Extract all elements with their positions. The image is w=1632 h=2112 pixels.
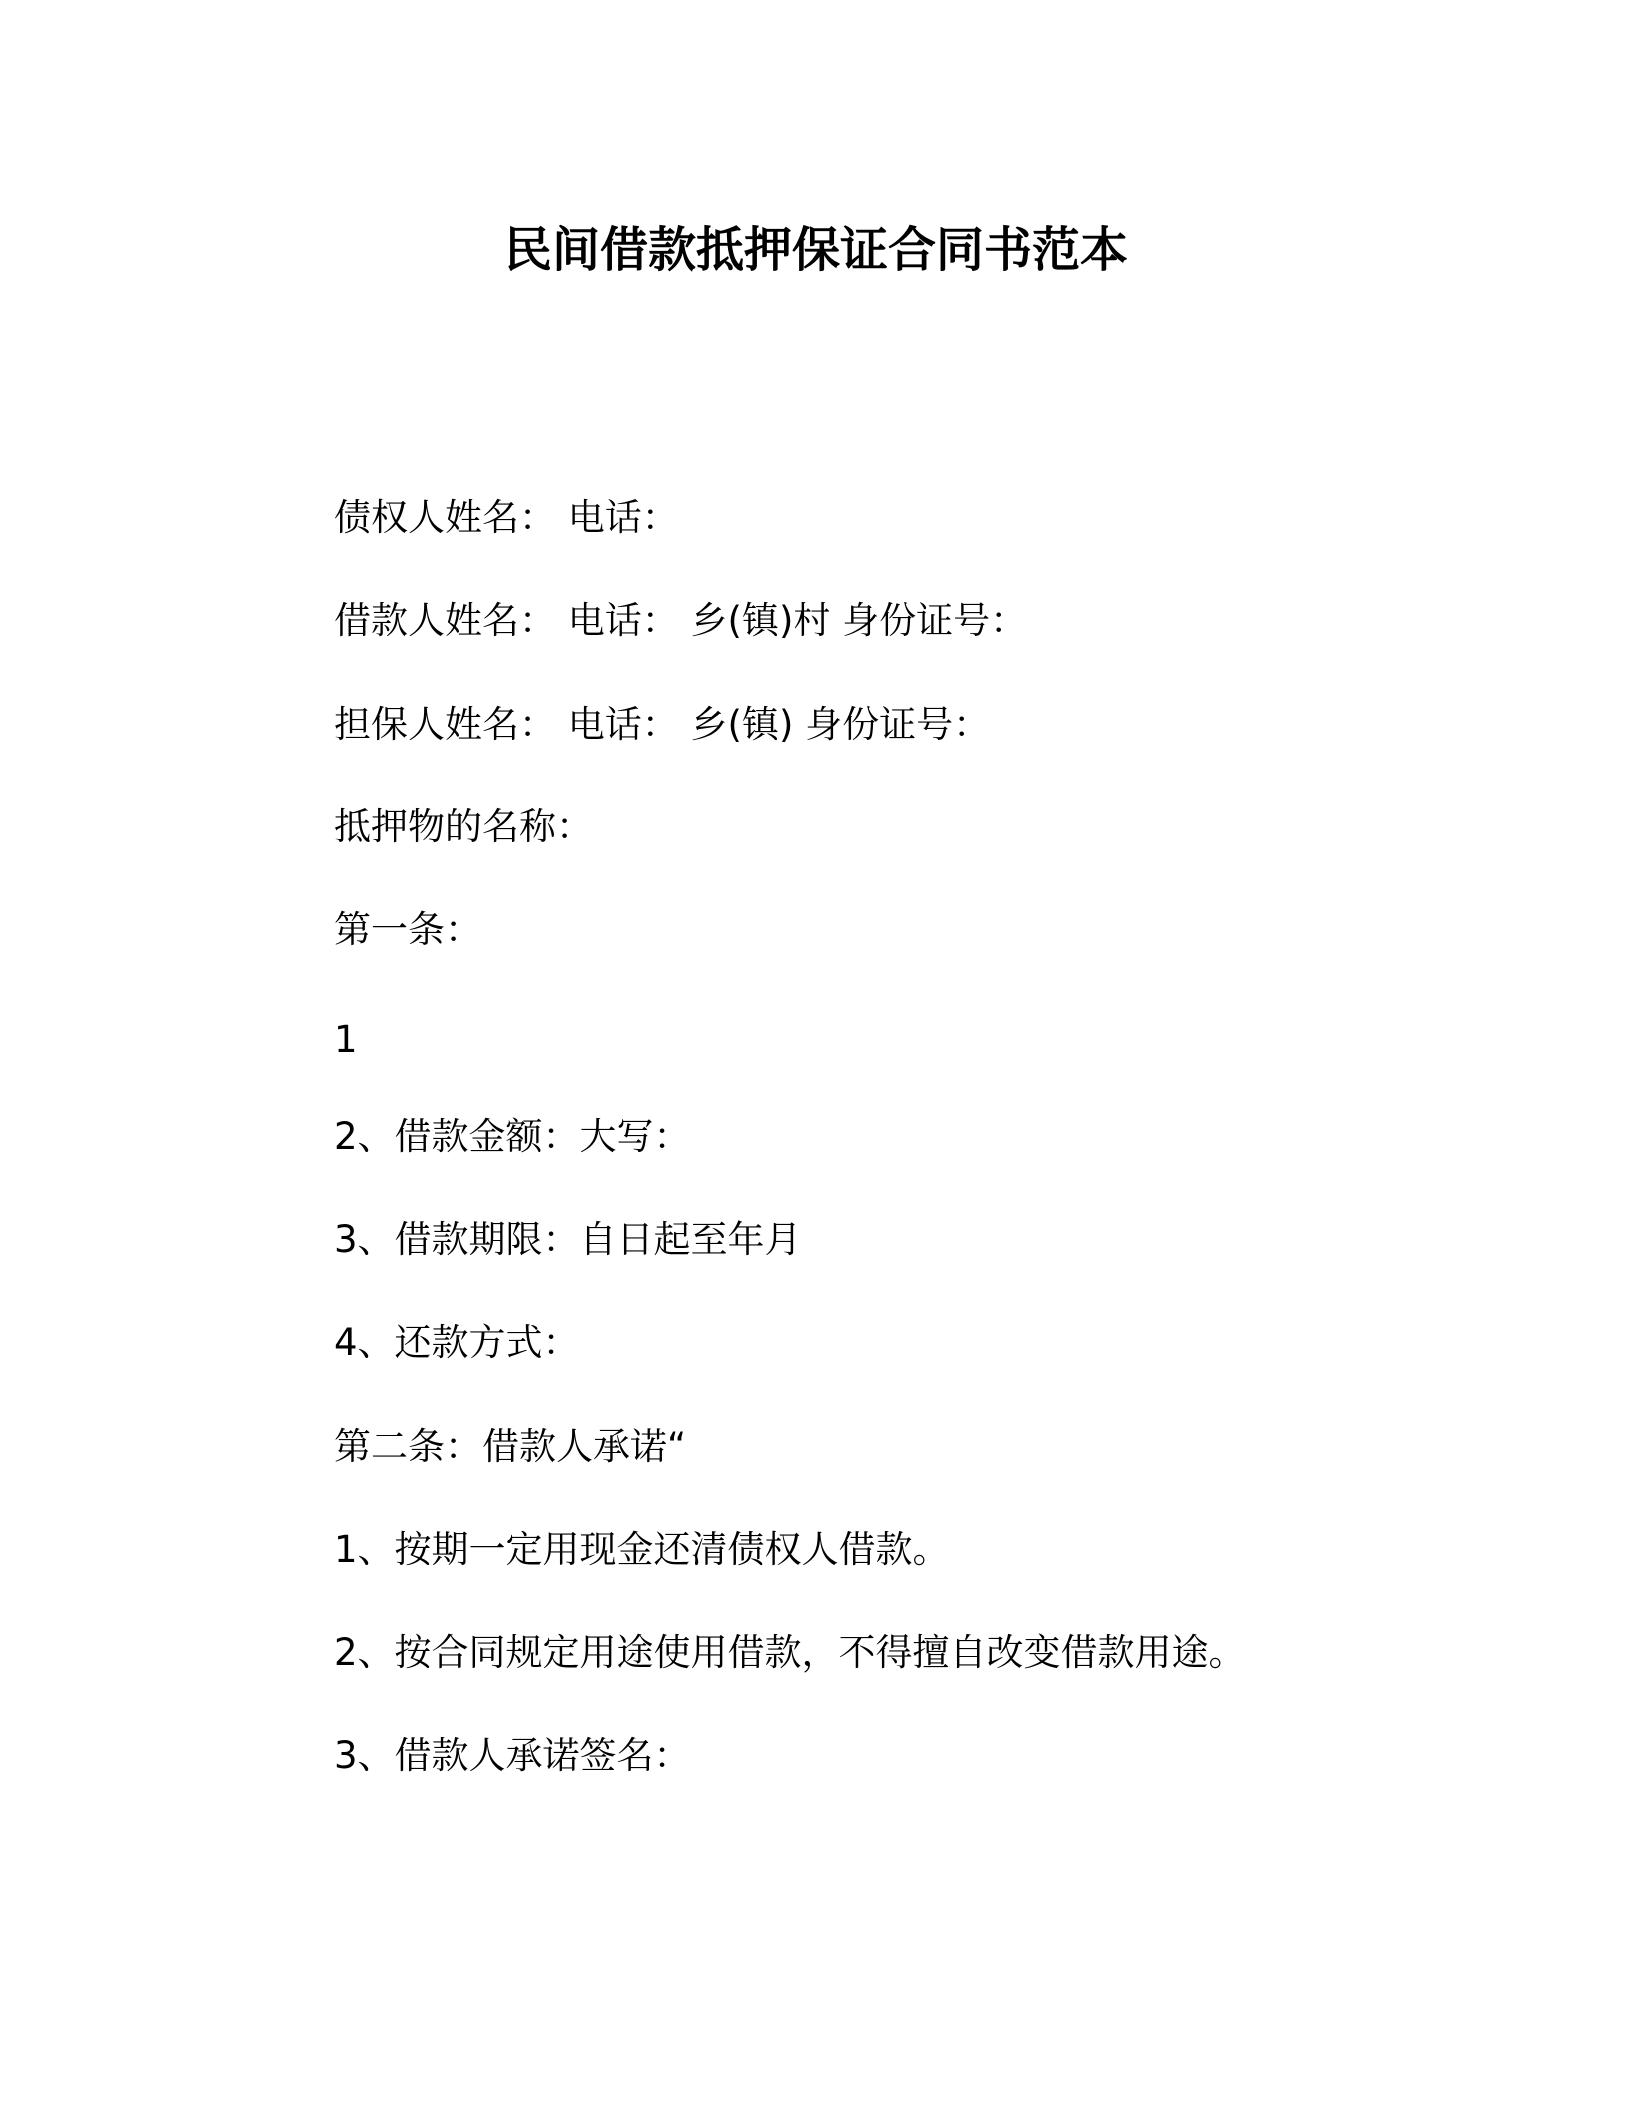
guarantor-info-line: 担保人姓名： 电话： 乡(镇) 身份证号： — [334, 703, 991, 746]
loan-amount-line: 2、借款金额：大写： — [334, 1115, 691, 1158]
repayment-method-line: 4、还款方式： — [334, 1321, 580, 1364]
promise-signature-line: 3、借款人承诺签名： — [334, 1734, 691, 1777]
promise-item-1: 1、按期一定用现金还清债权人借款。 — [334, 1528, 950, 1571]
article-one-heading: 第一条： — [334, 908, 482, 951]
article-two-heading: 第二条：借款人承诺“ — [334, 1425, 687, 1468]
creditor-info-line: 债权人姓名： 电话： — [334, 496, 679, 539]
article-one-item-1: 1 — [334, 1018, 358, 1061]
collateral-name-line: 抵押物的名称： — [334, 805, 593, 848]
promise-item-2: 2、按合同规定用途使用借款，不得擅自改变借款用途。 — [334, 1631, 1246, 1674]
document-title: 民间借款抵押保证合同书范本 — [503, 222, 1128, 278]
borrower-info-line: 借款人姓名： 电话： 乡(镇)村 身份证号： — [334, 599, 1028, 642]
loan-term-line: 3、借款期限：自日起至年月 — [334, 1218, 802, 1261]
